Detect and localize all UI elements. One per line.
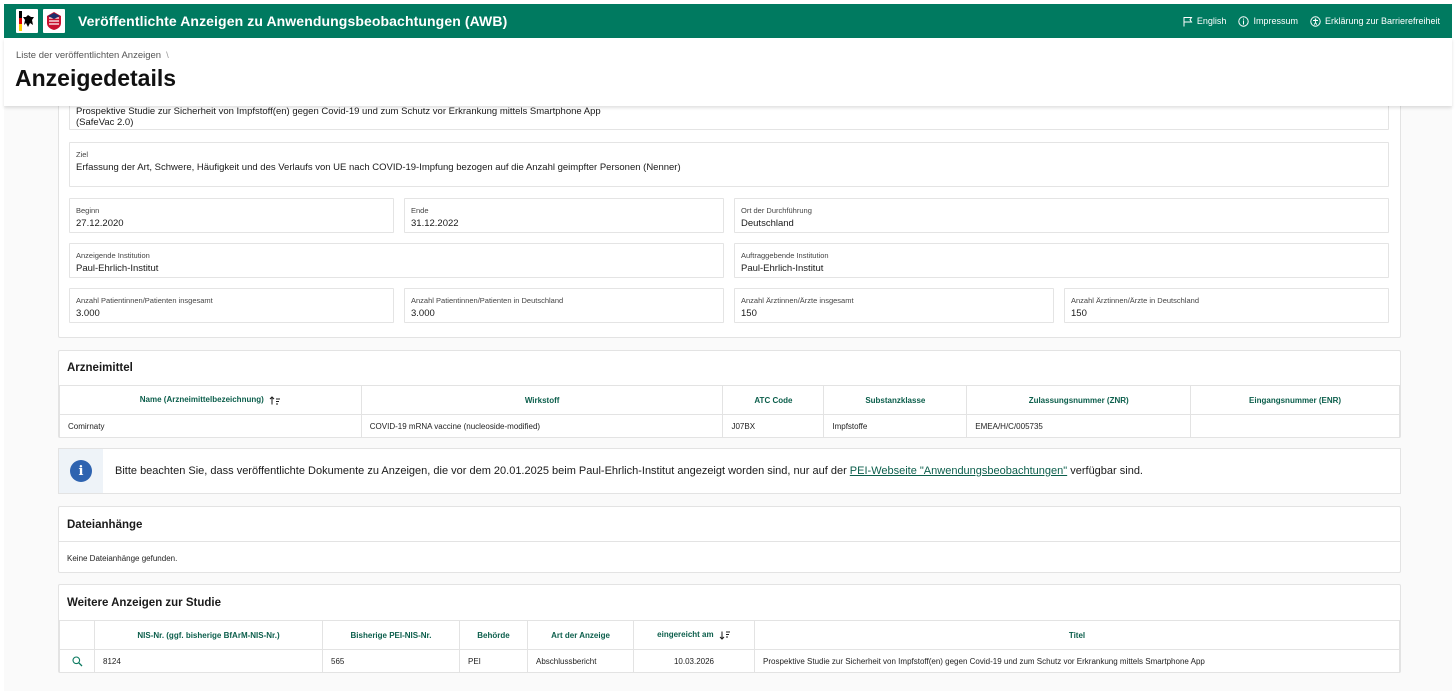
- arzneimittel-title: Arzneimittel: [67, 362, 133, 374]
- cell-name: Comirnaty: [60, 415, 362, 438]
- language-link[interactable]: [1182, 16, 1227, 27]
- ende-label: Ende: [411, 206, 429, 215]
- divider: [59, 541, 1400, 542]
- cell-behoerde: PEI: [460, 650, 528, 673]
- study-title-field: [69, 106, 1389, 130]
- col-wirkstoff-header[interactable]: Wirkstoff: [361, 386, 723, 415]
- logos: [16, 9, 65, 33]
- flag-icon: [1182, 16, 1193, 27]
- arzneimittel-card: [58, 350, 1401, 438]
- patienten-de-label: Anzahl Patientinnen/Patienten in Deutschland: [411, 296, 564, 305]
- auftraggebende-institution-value: Paul-Ehrlich-Institut: [741, 263, 824, 274]
- auftraggebende-institution-field: [734, 243, 1389, 278]
- info-circle-icon: [1238, 16, 1249, 27]
- info-icon: i: [70, 460, 92, 482]
- ziel-label: Ziel: [76, 150, 89, 159]
- ziel-value: Erfassung der Art, Schwere, Häufigkeit und des Verlaufs von UE nach COVID-19-Impfung bezogen auf die Anzahl geimpfter Personen (Nenner): [76, 162, 681, 173]
- anzeigende-institution-value: Paul-Ehrlich-Institut: [76, 263, 159, 274]
- col-eingereicht-header[interactable]: eingereicht am: [634, 621, 755, 650]
- cell-atc: J07BX: [723, 415, 824, 438]
- patienten-gesamt-field: [69, 288, 394, 323]
- aerzte-de-value: 150: [1071, 308, 1087, 319]
- col-enr-header[interactable]: Eingangsnummer (ENR): [1191, 386, 1400, 415]
- patienten-de-field: [404, 288, 724, 323]
- cell-substanzklasse: Impfstoffe: [824, 415, 967, 438]
- sort-descending-icon: [719, 631, 731, 640]
- cell-enr: [1191, 415, 1400, 438]
- ort-value: Deutschland: [741, 218, 794, 229]
- cell-znr: EMEA/H/C/005735: [967, 415, 1191, 438]
- cell-wirkstoff: COVID-19 mRNA vaccine (nucleoside-modified): [361, 415, 723, 438]
- anzeigende-institution-label: Anzeigende Institution: [76, 251, 150, 260]
- info-text-before: Bitte beachten Sie, dass veröffentlichte Dokumente zu Anzeigen, die vor dem 20.01.2025 beim Paul-Ehrlich-Institut angezeigt worden sind, nur auf der: [115, 465, 850, 477]
- federal-eagle-logo[interactable]: [16, 9, 38, 33]
- accessibility-icon: [1310, 16, 1321, 27]
- dateianhaenge-title: Dateianhänge: [67, 519, 143, 531]
- weitere-anzeigen-card: [58, 584, 1401, 673]
- accessibility-link[interactable]: [1310, 16, 1440, 27]
- weitere-anzeigen-title: Weitere Anzeigen zur Studie: [67, 597, 221, 609]
- table-row: [60, 650, 1400, 673]
- ziel-field: [69, 142, 1389, 187]
- arzneimittel-table: [59, 385, 1400, 438]
- cell-art: Abschlussbericht: [528, 650, 634, 673]
- col-nis-header[interactable]: NIS-Nr. (ggf. bisherige BfArM-NIS-Nr.): [95, 621, 323, 650]
- col-pei-nis-header[interactable]: Bisherige PEI-NIS-Nr.: [323, 621, 460, 650]
- pei-webpage-link[interactable]: PEI-Webseite "Anwendungsbeobachtungen": [849, 465, 1068, 477]
- dateianhaenge-empty-message: Keine Dateianhänge gefunden.: [67, 554, 178, 563]
- page-header: [4, 38, 1452, 106]
- ende-value: 31.12.2022: [411, 218, 459, 229]
- cell-nis-nr: 8124: [95, 650, 323, 673]
- patienten-de-value: 3.000: [411, 308, 435, 319]
- study-title-line1: Prospektive Studie zur Sicherheit von Impfstoff(en) gegen Covid-19 und zum Schutz vor Erkrankung mittels Smartphone App: [76, 106, 601, 117]
- anzeigende-institution-field: [69, 243, 724, 278]
- auftraggebende-institution-label: Auftraggebende Institution: [741, 251, 829, 260]
- impressum-link-label: Impressum: [1253, 16, 1298, 26]
- ort-label: Ort der Durchführung: [741, 206, 812, 215]
- info-notice-text: [115, 465, 1143, 477]
- col-action-header: [60, 621, 95, 650]
- dateianhaenge-card: [58, 506, 1401, 573]
- table-row: [60, 415, 1400, 438]
- info-text-after: verfügbar sind.: [1067, 465, 1143, 477]
- col-name-header[interactable]: Name (Arzneimittelbezeichnung): [60, 386, 362, 415]
- col-substanzklasse-header[interactable]: Substanzklasse: [824, 386, 967, 415]
- col-titel-header[interactable]: Titel: [755, 621, 1400, 650]
- accessibility-link-label: Erklärung zur Barrierefreiheit: [1324, 16, 1440, 26]
- cell-eingereicht: 10.03.2026: [634, 650, 755, 673]
- weitere-anzeigen-table: [59, 620, 1400, 673]
- pei-logo[interactable]: [43, 9, 65, 33]
- beginn-label: Beginn: [76, 206, 100, 215]
- header-links: [1182, 16, 1440, 27]
- cell-pei-nis-nr: 565: [323, 650, 460, 673]
- sort-ascending-icon: [269, 396, 281, 405]
- patienten-gesamt-label: Anzahl Patientinnen/Patienten insgesamt: [76, 296, 213, 305]
- beginn-field: [69, 198, 394, 233]
- page-title: Anzeigedetails: [15, 65, 177, 91]
- cell-titel: Prospektive Studie zur Sicherheit von Impfstoff(en) gegen Covid-19 und zum Schutz vor Erkrankung mittels Smartphone App: [755, 650, 1400, 673]
- ort-field: [734, 198, 1389, 233]
- breadcrumb: [16, 50, 169, 61]
- col-behoerde-header[interactable]: Behörde: [460, 621, 528, 650]
- col-znr-header[interactable]: Zulassungsnummer (ZNR): [967, 386, 1191, 415]
- study-title-line2: (SafeVac 2.0): [76, 117, 134, 128]
- aerzte-gesamt-field: [734, 288, 1054, 323]
- aerzte-gesamt-value: 150: [741, 308, 757, 319]
- aerzte-de-field: [1064, 288, 1389, 323]
- language-link-label: English: [1196, 16, 1227, 26]
- main-content: [4, 106, 1452, 691]
- col-atc-header[interactable]: ATC Code: [723, 386, 824, 415]
- app-title: Veröffentlichte Anzeigen zu Anwendungsbeobachtungen (AWB): [78, 13, 508, 29]
- aerzte-de-label: Anzahl Ärztinnen/Ärzte in Deutschland: [1071, 296, 1199, 305]
- search-icon[interactable]: [72, 656, 83, 667]
- aerzte-gesamt-label: Anzahl Ärztinnen/Ärzte insgesamt: [741, 296, 854, 305]
- info-notice-icon-area: [59, 449, 103, 493]
- breadcrumb-separator: \: [166, 50, 169, 61]
- col-art-header[interactable]: Art der Anzeige: [528, 621, 634, 650]
- beginn-value: 27.12.2020: [76, 218, 124, 229]
- ende-field: [404, 198, 724, 233]
- breadcrumb-item-list[interactable]: Liste der veröffentlichten Anzeigen: [16, 50, 162, 61]
- app-header-bar: [4, 4, 1452, 38]
- impressum-link[interactable]: [1238, 16, 1298, 27]
- patienten-gesamt-value: 3.000: [76, 308, 100, 319]
- info-notice: [58, 448, 1401, 494]
- study-details-card: [58, 106, 1401, 338]
- view-details-cell: [60, 650, 95, 673]
